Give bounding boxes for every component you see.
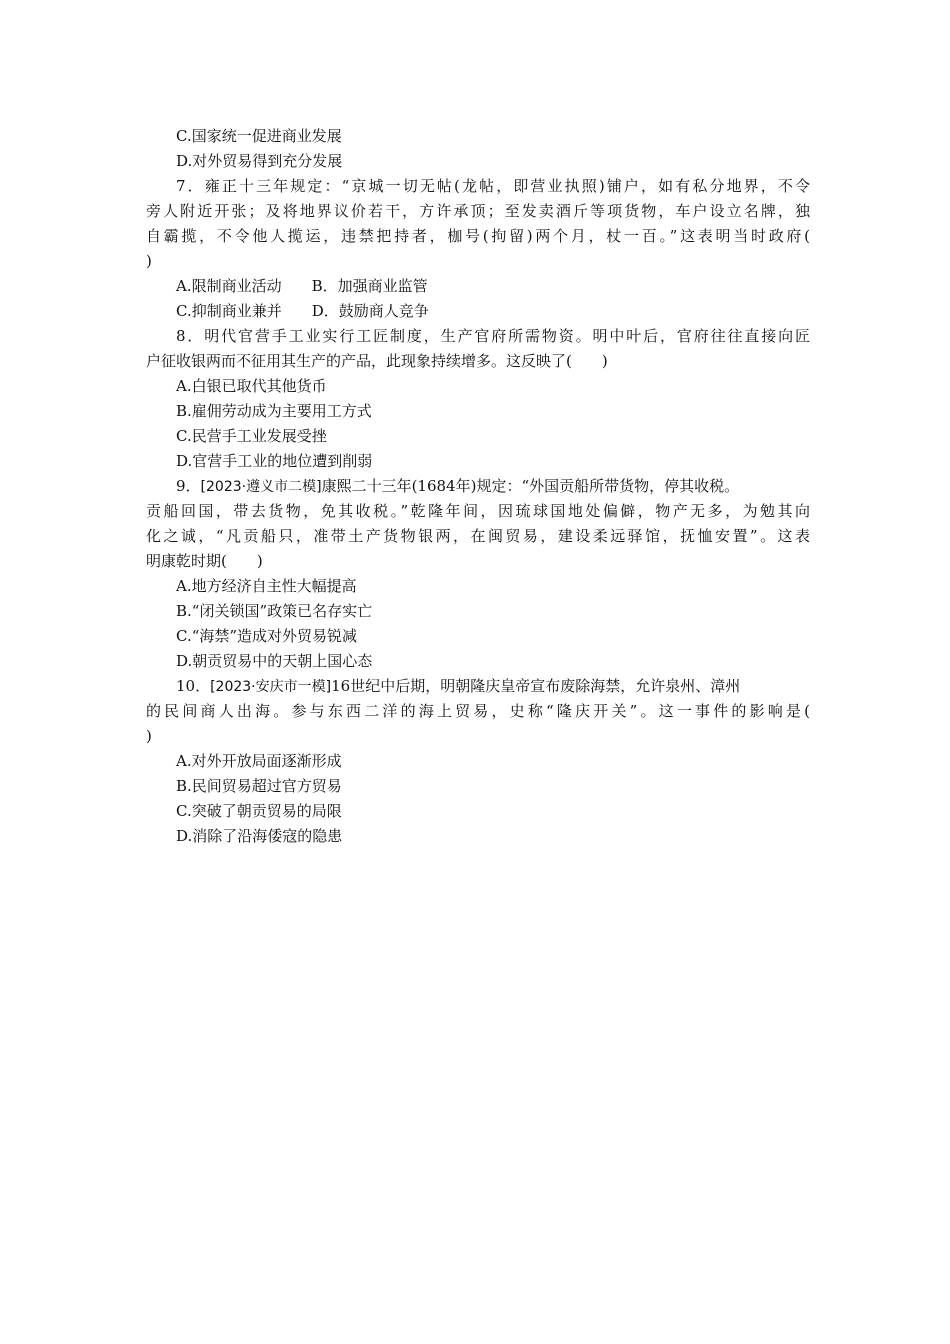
q7-options-row-1 bbox=[146, 274, 810, 299]
q10-option-d: D.消除了沿海倭寇的隐患 bbox=[176, 827, 343, 845]
q9-option-b: B.“闭关锁国”政策已名存实亡 bbox=[176, 602, 373, 620]
q7-stem-line-3: 自霸揽，不令他人揽运，违禁把持者，枷号(拘留)两个月，杖一百。”这表明当时政府( bbox=[146, 227, 810, 245]
q9-option-d: D.朝贡贸易中的天朝上国心态 bbox=[176, 652, 373, 670]
q7-stem-line-1: 7．雍正十三年规定：“京城一切无帖(龙帖，即营业执照)铺户，如有私分地界，不令 bbox=[176, 177, 810, 195]
q8-option-a: A.白银已取代其他货币 bbox=[176, 377, 327, 395]
q10-source-tag: [2023·安庆市一模] bbox=[210, 679, 332, 695]
q10-number: 10． bbox=[176, 677, 211, 695]
q7-option-d: D．鼓励商人竞争 bbox=[311, 302, 429, 320]
q7-option-c: C.抑制商业兼并 bbox=[176, 302, 282, 320]
q8-option-c: C.民营手工业发展受挫 bbox=[176, 427, 327, 445]
q10-option-c: C.突破了朝贡贸易的局限 bbox=[176, 802, 342, 820]
q9-source-tag: [2023·遵义市二模] bbox=[200, 479, 322, 495]
q9-stem-line-1 bbox=[146, 474, 810, 499]
q7-option-b: B．加强商业监管 bbox=[311, 277, 428, 295]
q7-stem-line-4: ) bbox=[146, 252, 152, 270]
q6-option-c: C.国家统一促进商业发展 bbox=[176, 127, 342, 145]
q8-stem-line-2: 户征收银两而不征用其生产的产品，此现象持续增多。这反映了( ) bbox=[146, 352, 608, 370]
q10-stem-line-2: 的民间商人出海。参与东西二洋的海上贸易，史称“隆庆开关”。这一事件的影响是( bbox=[146, 702, 810, 720]
q10-option-a: A.对外开放局面逐渐形成 bbox=[176, 752, 342, 770]
q9-option-a: A.地方经济自主性大幅提高 bbox=[176, 577, 357, 595]
q10-stem-line-1 bbox=[146, 674, 810, 699]
q7-options-row-2 bbox=[146, 299, 810, 324]
q8-option-d: D.官营手工业的地位遭到削弱 bbox=[176, 452, 373, 470]
document-page bbox=[146, 124, 810, 849]
q9-stem-line-2: 贡船回国，带去货物，免其收税。”乾隆年间，因琉球国地处偏僻，物产无多，为勉其向 bbox=[146, 502, 810, 520]
q7-stem-line-2: 旁人附近开张；及将地界议价若干，方许承顶；至发卖酒斤等项货物，车户设立名牌，独 bbox=[146, 202, 810, 220]
q9-stem-line-4: 明康乾时期( ) bbox=[146, 552, 263, 570]
q7-option-a: A.限制商业活动 bbox=[176, 277, 282, 295]
q9-option-c: C.“海禁”造成对外贸易锐减 bbox=[176, 627, 358, 645]
q8-option-b: B.雇佣劳动成为主要用工方式 bbox=[176, 402, 372, 420]
q9-stem-line-3: 化之诚，“凡贡船只，准带土产货物银两，在闽贸易，建设柔远驿馆，抚恤安置”。这表 bbox=[146, 527, 810, 545]
q6-option-d: D.对外贸易得到充分发展 bbox=[176, 152, 343, 170]
q9-stem-text: 康熙二十三年(1684年)规定：“外国贡船所带货物，停其收税。 bbox=[321, 477, 740, 495]
q10-stem-line-3: ) bbox=[146, 727, 152, 745]
q10-stem-text: 16世纪中后期，明朝隆庆皇帝宣布废除海禁，允许泉州、漳州 bbox=[331, 677, 741, 695]
q10-option-b: B.民间贸易超过官方贸易 bbox=[176, 777, 342, 795]
q9-number: 9． bbox=[176, 477, 201, 495]
q8-stem-line-1: 8．明代官营手工业实行工匠制度，生产官府所需物资。明中叶后，官府往往直接向匠 bbox=[176, 327, 810, 345]
